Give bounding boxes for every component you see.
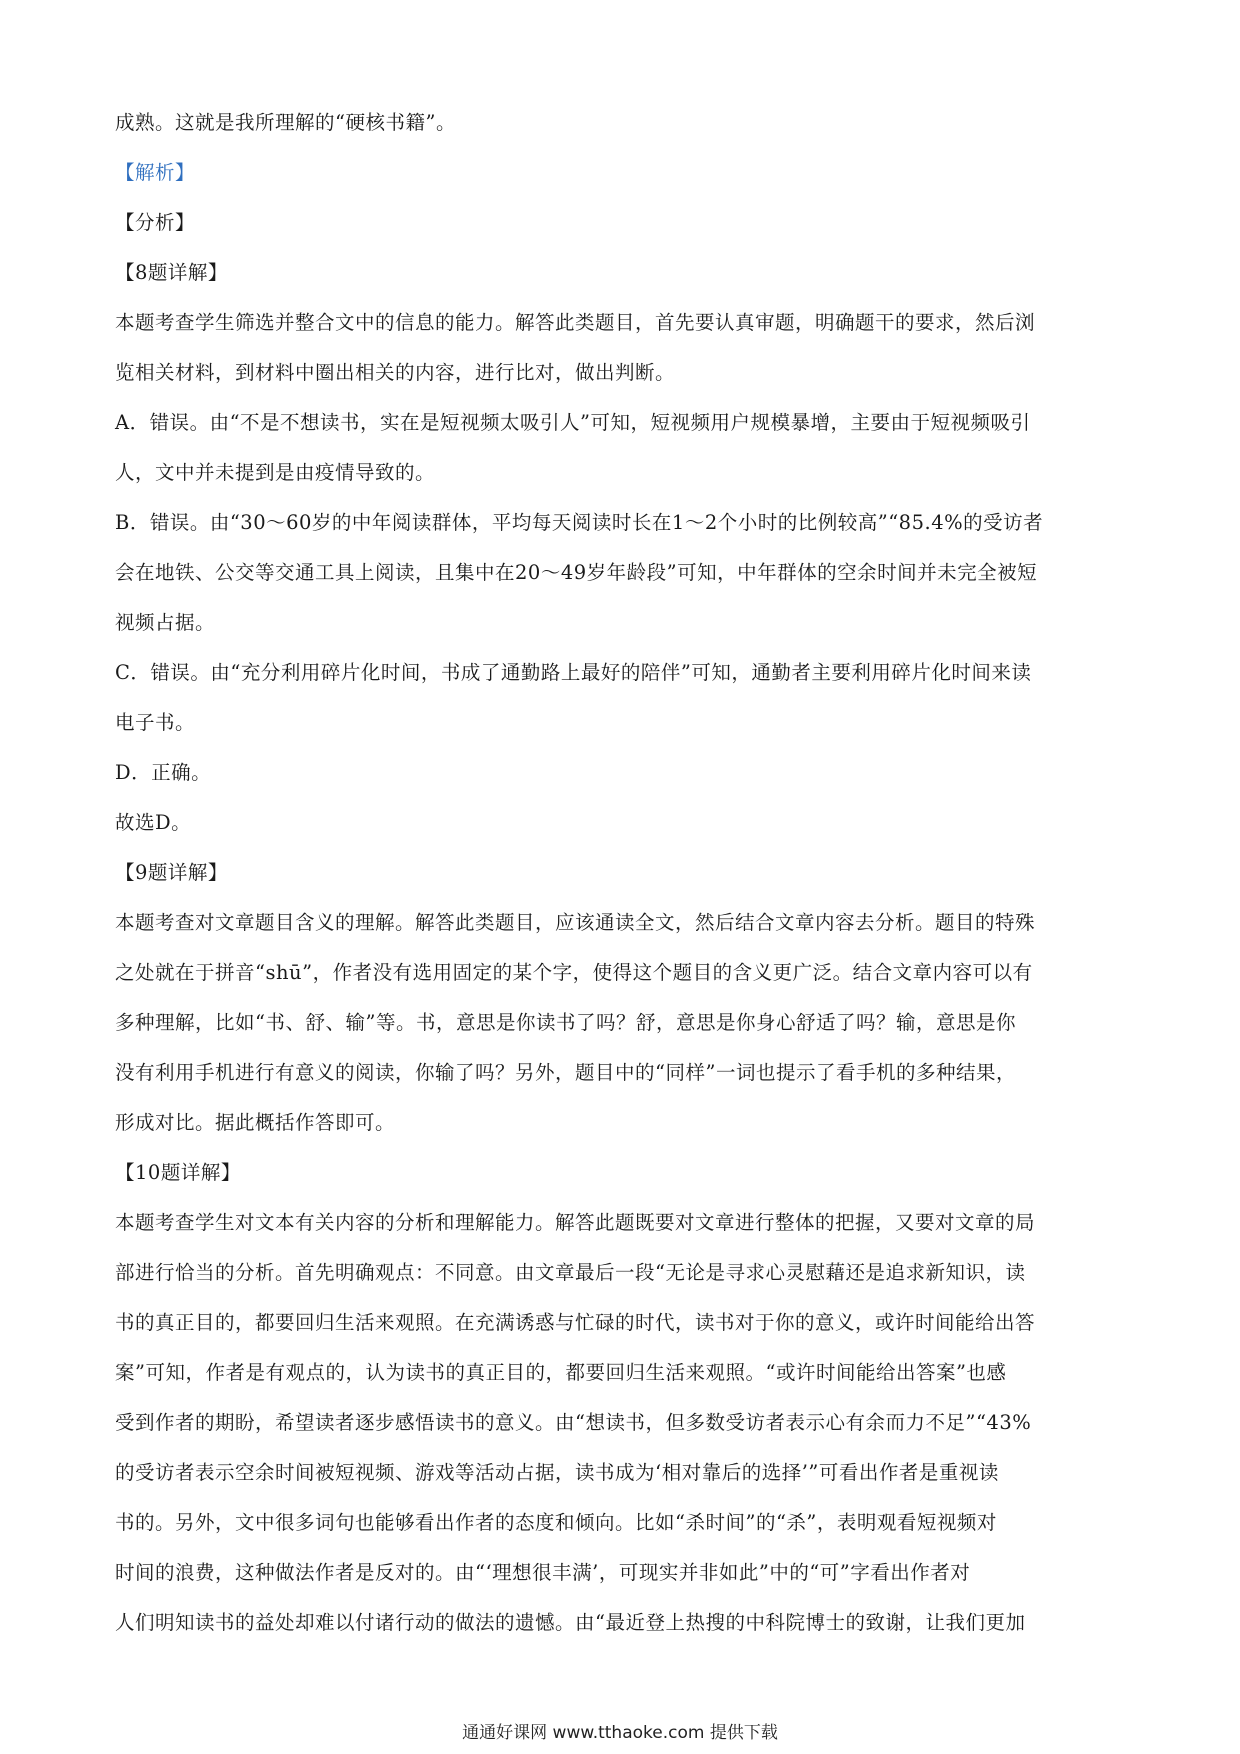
document-body	[115, 98, 1135, 1648]
text-line: 书的。另外，文中很多词句也能够看出作者的态度和倾向。比如“杀时间”的“杀”，表明观看短视频对	[115, 1511, 997, 1534]
text-line: 人们明知读书的益处却难以付诸行动的做法的遗憾。由“最近登上热搜的中科院博士的致谢，让我们更加	[115, 1611, 1026, 1634]
text-line: D．正确。	[115, 761, 212, 784]
text-line: 的受访者表示空余时间被短视频、游戏等活动占据，读书成为‘相对靠后的选择’”可看出作者是重视读	[115, 1461, 999, 1484]
page-footer: 通通好课网 www.tthaoke.com 提供下载	[462, 1723, 778, 1743]
text-line: 之处就在于拼音“shū”，作者没有选用固定的某个字，使得这个题目的含义更广泛。结合文章内容可以有	[115, 961, 1033, 984]
text-line: 受到作者的期盼，希望读者逐步感悟读书的意义。由“想读书，但多数受访者表示心有余而力不足”“43%	[115, 1411, 1032, 1434]
text-line: 故选D。	[115, 811, 192, 834]
text-line: B．错误。由“30～60岁的中年阅读群体，平均每天阅读时长在1～2个小时的比例较高”“85.4%的受访者	[115, 511, 1044, 534]
text-line: 人，文中并未提到是由疫情导致的。	[115, 461, 436, 484]
text-line: 电子书。	[115, 711, 196, 734]
text-line: 书的真正目的，都要回归生活来观照。在充满诱惑与忙碌的时代，读书对于你的意义，或许时间能给出答	[115, 1311, 1036, 1334]
q8-heading: 【8题详解】	[115, 261, 228, 284]
text-line: 本题考查学生对文本有关内容的分析和理解能力。解答此题既要对文章进行整体的把握，又要对文章的局	[115, 1211, 1036, 1234]
jiexi-heading: 【解析】	[115, 161, 196, 184]
q10-heading: 【10题详解】	[115, 1161, 241, 1184]
text-line: 没有利用手机进行有意义的阅读，你输了吗？另外，题目中的“同样”一词也提示了看手机的多种结果，	[115, 1061, 1016, 1084]
text-line: C．错误。由“充分利用碎片化时间，书成了通勤路上最好的陪伴”可知，通勤者主要利用碎片化时间来读	[115, 661, 1032, 684]
text-line: 会在地铁、公交等交通工具上阅读，且集中在20～49岁年龄段”可知，中年群体的空余时间并未完全被短	[115, 561, 1038, 584]
text-line: 览相关材料，到材料中圈出相关的内容，进行比对，做出判断。	[115, 361, 676, 384]
text-line: 部进行恰当的分析。首先明确观点：不同意。由文章最后一段“无论是寻求心灵慰藉还是追求新知识，读	[115, 1261, 1026, 1284]
text-line: 本题考查学生筛选并整合文中的信息的能力。解答此类题目，首先要认真审题，明确题干的要求，然后浏	[115, 311, 1036, 334]
text-line: 视频占据。	[115, 611, 216, 634]
text-line: 形成对比。据此概括作答即可。	[115, 1111, 396, 1134]
text-line: 本题考查对文章题目含义的理解。解答此类题目，应该通读全文，然后结合文章内容去分析。题目的特殊	[115, 911, 1036, 934]
text-line: 时间的浪费，这种做法作者是反对的。由“‘理想很丰满’，可现实并非如此”中的“可”字看出作者对	[115, 1561, 971, 1584]
text-line: 案”可知，作者是有观点的，认为读书的真正目的，都要回归生活来观照。“或许时间能给出答案”也感	[115, 1361, 1007, 1384]
q9-heading: 【9题详解】	[115, 861, 228, 884]
fenxi-heading: 【分析】	[115, 211, 196, 234]
text-line: A．错误。由“不是不想读书，实在是短视频太吸引人”可知，短视频用户规模暴增，主要由于短视频吸引	[115, 411, 1031, 434]
text-line: 成熟。这就是我所理解的“硬核书籍”。	[115, 111, 456, 134]
text-line: 多种理解，比如“书、舒、输”等。书，意思是你读书了吗？舒，意思是你身心舒适了吗？输，意思是你	[115, 1011, 1016, 1034]
